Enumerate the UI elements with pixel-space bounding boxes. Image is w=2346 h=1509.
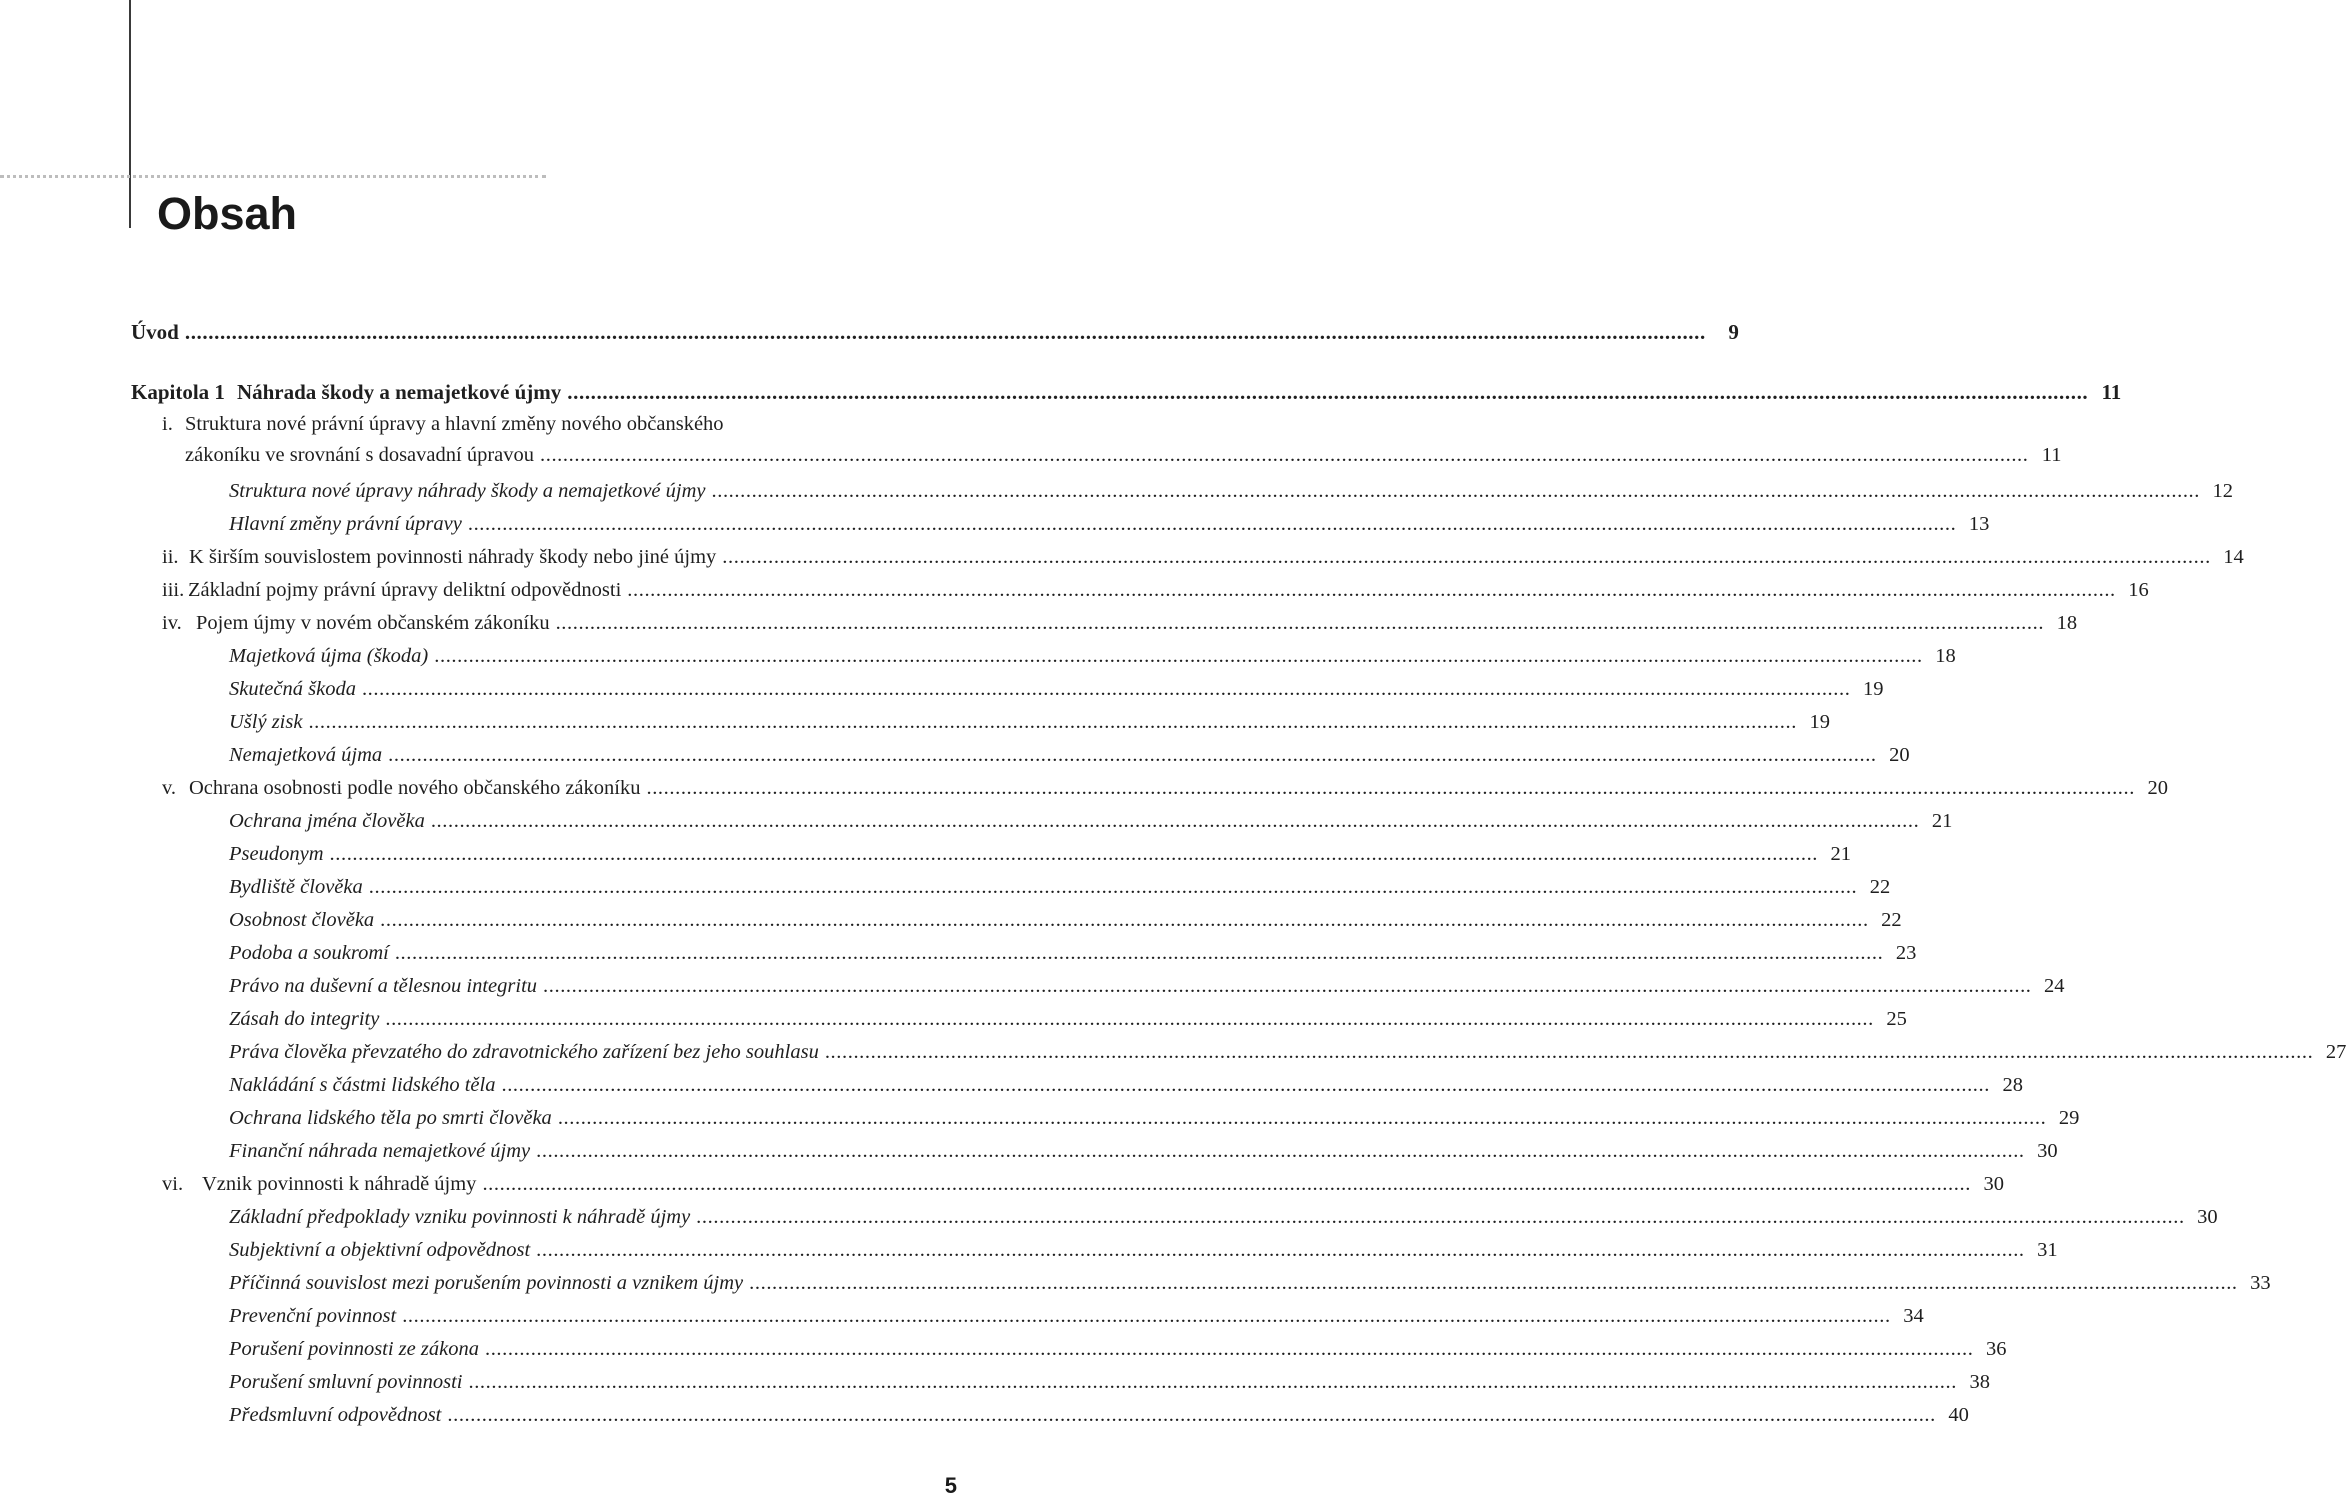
toc-entry-number: iii. — [162, 579, 185, 601]
dot-leader: .................................................................................................................................................................................................................................................................... — [627, 579, 2116, 601]
toc-entry-page: 9 — [1728, 320, 1739, 344]
toc-entry-sub[interactable] — [229, 1301, 1924, 1331]
vertical-rule — [129, 0, 131, 228]
toc-entry-page: 23 — [1895, 942, 1917, 964]
toc-entry-chapter-1[interactable] — [131, 377, 2122, 407]
dot-leader: .................................................................................................................................................................................................................................................................... — [308, 711, 1797, 733]
dot-leader: .................................................................................................................................................................................................................................................................... — [468, 1371, 1957, 1393]
dot-leader: .................................................................................................................................................................................................................................................................... — [696, 1206, 2185, 1228]
toc-entry-text: Úvod — [131, 320, 179, 344]
dot-leader: .................................................................................................................................................................................................................................................................... — [329, 843, 1819, 865]
toc-entry-page: 19 — [1862, 678, 1884, 700]
toc-entry-section-v[interactable] — [162, 773, 2168, 803]
toc-entry-sub[interactable] — [229, 1400, 1969, 1430]
toc-entry-text: Skutečná škoda — [229, 678, 356, 700]
toc-entry-page: 11 — [2041, 444, 2062, 466]
dot-leader: .................................................................................................................................................................................................................................................................... — [380, 909, 1869, 931]
toc-entry-sub[interactable] — [229, 1367, 1990, 1397]
toc-entry-page: 29 — [2058, 1107, 2080, 1129]
toc-entry-text: Podoba a soukromí — [229, 942, 389, 964]
toc-entry-text: Základní předpoklady vzniku povinnosti k náhradě újmy — [229, 1206, 691, 1228]
toc-entry-page: 22 — [1881, 909, 1902, 931]
toc-entry-section-ii[interactable] — [162, 542, 2244, 572]
toc-entry-text: Zásah do integrity — [229, 1008, 380, 1030]
toc-entry-page: 16 — [2128, 579, 2149, 601]
toc-entry-page: 18 — [2056, 612, 2078, 634]
toc-entry-text: Pojem újmy v novém občanském zákoníku — [196, 612, 550, 634]
toc-entry-page: 20 — [1889, 744, 1910, 766]
dot-leader: .................................................................................................................................................................................................................................................................... — [394, 942, 1884, 964]
page-number: 5 — [944, 1473, 957, 1498]
toc-entry-text: Předsmluvní odpovědnost — [229, 1404, 442, 1426]
dot-leader: .................................................................................................................................................................................................................................................................... — [184, 320, 1706, 344]
toc-entry-text: K širším souvislostem povinnosti náhrady škody nebo jiné újmy — [189, 546, 717, 568]
toc-entry-number: iv. — [162, 612, 182, 634]
toc-entry-sub[interactable] — [229, 740, 1910, 770]
toc-entry-sub[interactable] — [229, 1268, 2271, 1298]
dot-leader: .................................................................................................................................................................................................................................................................... — [368, 876, 1858, 898]
toc-entry-text: Prevenční povinnost — [229, 1305, 397, 1327]
toc-entry-text: Ochrana jména člověka — [229, 810, 425, 832]
toc-entry-text: Práva člověka převzatého do zdravotnického zařízení bez jeho souhlasu — [229, 1041, 819, 1063]
dot-leader: .................................................................................................................................................................................................................................................................... — [557, 1107, 2047, 1129]
toc-entry-section-vi[interactable] — [162, 1169, 2004, 1199]
toc-entry-sub[interactable] — [229, 1103, 2080, 1133]
toc-entry-page: 12 — [2212, 480, 2233, 502]
toc-entry-text-line2: zákoníku ve srovnání s dosavadní úpravou — [185, 444, 534, 466]
dot-leader: .................................................................................................................................................................................................................................................................... — [385, 1008, 1874, 1030]
toc-entry-page: 25 — [1886, 1008, 1907, 1030]
toc-entry-text: Příčinná souvislost mezi porušením povinnosti a vznikem újmy — [229, 1272, 744, 1294]
toc-entry-page: 33 — [2250, 1272, 2271, 1294]
toc-entry-number: v. — [162, 777, 177, 799]
toc-entry-page: 21 — [1931, 810, 1953, 832]
toc-entry-page: 38 — [1969, 1371, 1990, 1393]
dot-leader: .................................................................................................................................................................................................................................................................... — [567, 380, 2089, 404]
toc-entry-number: Kapitola 1 — [131, 380, 225, 404]
toc-entry-sub[interactable] — [229, 1202, 2218, 1232]
toc-entry-text: Vznik povinnosti k náhradě újmy — [202, 1173, 477, 1195]
dot-leader: .................................................................................................................................................................................................................................................................... — [555, 612, 2045, 634]
toc-entry-page: 13 — [1968, 513, 1990, 535]
toc-entry-text-line1: Struktura nové právní úpravy a hlavní změny nového občanského — [185, 413, 724, 435]
toc-entry-section-iii[interactable] — [162, 575, 2149, 605]
dot-leader: .................................................................................................................................................................................................................................................................... — [402, 1305, 1891, 1327]
toc-entry-sub[interactable] — [229, 1334, 2007, 1364]
toc-entry-sub[interactable] — [229, 641, 1956, 671]
toc-entry-sub[interactable] — [229, 905, 1902, 935]
toc-entry-sub[interactable] — [229, 476, 2233, 506]
toc-entry-sub[interactable] — [229, 1037, 2346, 1067]
toc-entry-text: Ochrana lidského těla po smrti člověka — [229, 1107, 552, 1129]
toc-entry-sub[interactable] — [229, 872, 1891, 902]
toc-entry-page: 34 — [1903, 1305, 1924, 1327]
toc-entry-number: ii. — [162, 546, 179, 568]
toc-entry-sub[interactable] — [229, 1004, 1907, 1034]
toc-entry-sub[interactable] — [229, 938, 1917, 968]
toc-entry-sub[interactable] — [229, 806, 1953, 836]
toc-entry-page: 36 — [1985, 1338, 2007, 1360]
toc-entry-number: i. — [162, 413, 173, 435]
toc-entry-number: vi. — [162, 1173, 184, 1195]
dot-leader: .................................................................................................................................................................................................................................................................... — [646, 777, 2135, 799]
toc-entry-page: 30 — [1983, 1173, 2004, 1195]
dot-leader: .................................................................................................................................................................................................................................................................... — [388, 744, 1877, 766]
toc-entry-text: Porušení smluvní povinnosti — [229, 1371, 463, 1393]
dot-leader: .................................................................................................................................................................................................................................................................... — [501, 1074, 1990, 1096]
toc-entry-page: 30 — [2197, 1206, 2218, 1228]
toc-entry-page: 31 — [2037, 1239, 2058, 1261]
dot-leader: .................................................................................................................................................................................................................................................................... — [430, 810, 1920, 832]
toc-entry-page: 19 — [1809, 711, 1830, 733]
toc-entry-sub[interactable] — [229, 509, 1990, 539]
toc-entry-page: 40 — [1948, 1404, 1969, 1426]
dot-leader: .................................................................................................................................................................................................................................................................... — [722, 546, 2211, 568]
toc-entry-sub[interactable] — [229, 1136, 2058, 1166]
toc-entry-intro[interactable] — [131, 317, 1739, 347]
dot-leader: .................................................................................................................................................................................................................................................................... — [749, 1272, 2238, 1294]
toc-entry-sub[interactable] — [229, 1070, 2023, 1100]
toc-entry-sub[interactable] — [229, 1235, 2058, 1265]
toc-entry-sub[interactable] — [229, 839, 1852, 869]
toc-entry-sub[interactable] — [229, 707, 1830, 737]
toc-entry-text: Struktura nové úpravy náhrady škody a nemajetkové újmy — [229, 480, 706, 502]
dot-leader: .................................................................................................................................................................................................................................................................... — [540, 444, 2029, 466]
dot-leader: .................................................................................................................................................................................................................................................................... — [467, 513, 1957, 535]
toc-entry-page: 11 — [2101, 380, 2122, 404]
page-title: Obsah — [157, 188, 298, 239]
toc-entry-page: 21 — [1830, 843, 1852, 865]
toc-entry-text: Nakládání s částmi lidského těla — [229, 1074, 496, 1096]
toc-entry-section-i[interactable] — [162, 409, 2062, 471]
toc-entry-page: 18 — [1935, 645, 1956, 667]
toc-entry-text: Finanční náhrada nemajetkové újmy — [229, 1140, 531, 1162]
toc-entry-page: 27 — [2325, 1041, 2346, 1063]
toc-entry-text: Hlavní změny právní úpravy — [229, 513, 462, 535]
dot-leader: .................................................................................................................................................................................................................................................................... — [482, 1173, 1971, 1195]
toc-entry-text: Bydliště člověka — [229, 876, 363, 898]
toc-entry-section-iv[interactable] — [162, 608, 2078, 638]
toc-entry-text: Právo na duševní a tělesnou integritu — [229, 975, 538, 997]
toc-entry-text: Základní pojmy právní úpravy deliktní odpovědnosti — [188, 579, 622, 601]
toc-entry-sub[interactable] — [229, 971, 2065, 1001]
dot-leader: .................................................................................................................................................................................................................................................................... — [434, 645, 1923, 667]
toc-entry-sub[interactable] — [229, 674, 1884, 704]
dot-leader: .................................................................................................................................................................................................................................................................... — [711, 480, 2200, 502]
toc-entry-text: Náhrada škody a nemajetkové újmy — [236, 380, 562, 404]
toc-entry-text: Subjektivní a objektivní odpovědnost — [229, 1239, 531, 1261]
dotted-divider — [0, 175, 546, 178]
toc-entry-page: 24 — [2044, 975, 2065, 997]
toc-entry-page: 14 — [2223, 546, 2244, 568]
dot-leader: .................................................................................................................................................................................................................................................................... — [536, 1140, 2025, 1162]
toc-entry-page: 20 — [2147, 777, 2168, 799]
toc-entry-text: Ušlý zisk — [229, 711, 303, 733]
toc-entry-text: Nemajetková újma — [229, 744, 383, 766]
dot-leader: .................................................................................................................................................................................................................................................................... — [361, 678, 1851, 700]
toc-entry-text: Ochrana osobnosti podle nového občanského zákoníku — [189, 777, 641, 799]
toc-entry-text: Majetková újma (škoda) — [229, 645, 429, 667]
toc-entry-text: Osobnost člověka — [229, 909, 375, 931]
dot-leader: .................................................................................................................................................................................................................................................................... — [824, 1041, 2314, 1063]
dot-leader: .................................................................................................................................................................................................................................................................... — [484, 1338, 1974, 1360]
toc-entry-page: 28 — [2002, 1074, 2023, 1096]
toc-entry-page: 22 — [1869, 876, 1891, 898]
dot-leader: .................................................................................................................................................................................................................................................................... — [447, 1404, 1936, 1426]
toc-entry-text: Pseudonym — [229, 843, 324, 865]
dot-leader: .................................................................................................................................................................................................................................................................... — [536, 1239, 2025, 1261]
toc-entry-text: Porušení povinnosti ze zákona — [229, 1338, 479, 1360]
dot-leader: .................................................................................................................................................................................................................................................................... — [543, 975, 2032, 997]
toc-entry-page: 30 — [2037, 1140, 2058, 1162]
